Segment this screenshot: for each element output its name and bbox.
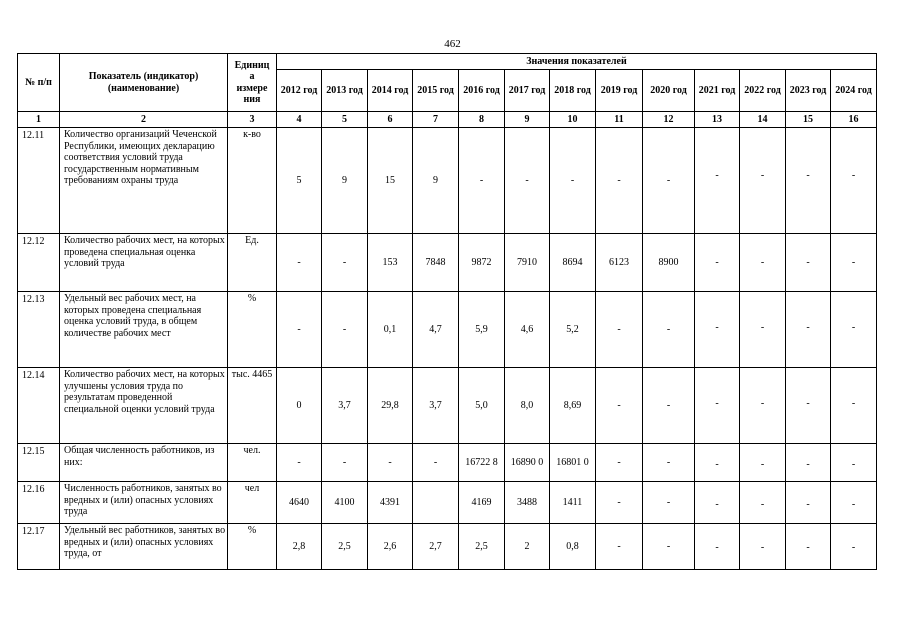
header-year: 2016 год [459,70,505,112]
value-cell [505,482,550,524]
value-cell [643,234,695,292]
row-unit: чел. [228,444,277,482]
column-number: 15 [786,112,831,128]
column-number: 14 [740,112,786,128]
value-text: 3,7 [429,399,442,411]
column-number: 9 [505,112,550,128]
value-cell [740,482,786,524]
value-cell [505,292,550,368]
value-text: 0,1 [383,323,397,335]
value-text: 5,2 [566,323,579,335]
value-cell [831,524,877,570]
value-cell [505,128,550,234]
header-year: 2020 год [643,70,695,112]
value-cell [322,482,368,524]
value-cell [596,482,643,524]
header-unit-line: ния [243,94,261,105]
value-cell [550,292,596,368]
table-row [18,444,877,482]
value-cell [277,482,322,524]
value-cell [596,234,643,292]
value-cell [505,444,550,482]
column-number: 13 [695,112,740,128]
value-text: 16722 8 [465,456,498,468]
header-year: 2019 год [596,70,643,112]
column-number-row [18,112,877,128]
value-text: 0,8 [566,540,579,552]
value-cell [740,234,786,292]
value-text: - [297,256,301,268]
value-cell [277,368,322,444]
value-text: - [388,456,392,468]
value-text: 8,69 [563,399,582,411]
value-cell [322,524,368,570]
column-number: 11 [596,112,643,128]
value-text: 5,9 [475,323,488,335]
column-number: 1 [18,112,60,128]
column-number: 16 [831,112,877,128]
row-indicator-name: Количество организаций Чеченской Республики, имеющих декларацию соответствия условий труда государственным нормативным требованиям охраны труда [60,128,228,234]
row-indicator-name: Численность работников, занятых во вредных и (или) опасных условиях труда [60,482,228,524]
value-text: - [806,459,810,470]
header-year: 2024 год [831,70,877,112]
value-text: 4,6 [520,323,534,335]
column-number: 4 [277,112,322,128]
table-row [18,234,877,292]
value-cell [322,292,368,368]
indicators-table [17,53,877,570]
value-text: 9 [433,174,438,186]
value-text: - [806,398,810,409]
value-text: 8,0 [520,399,534,411]
row-indicator-name: Количество рабочих мест, на которых проведена специальная оценка условий труда [60,234,228,292]
header-unit-line: Единиц [234,59,270,71]
value-text: 2,5 [338,540,351,552]
value-cell [643,292,695,368]
column-number: 3 [228,112,277,128]
value-cell [740,128,786,234]
value-text: - [666,323,671,335]
column-number: 7 [413,112,459,128]
value-text: 9872 [471,256,492,268]
value-cell [322,444,368,482]
row-indicator-name: Удельный вес рабочих мест, на которых проведена специальная оценка условий труда, в общем количестве рабочих мест [60,292,228,368]
row-id: 12.15 [18,444,60,482]
value-text: 3,7 [338,399,351,411]
row-id: 12.11 [18,128,60,234]
value-text: 4391 [380,496,400,508]
value-text: 153 [382,256,398,268]
header-unit-line: а [249,71,255,82]
value-text: 2,8 [292,540,306,552]
value-text: 8694 [562,256,583,268]
value-cell [368,368,413,444]
value-text: 4,7 [429,323,442,335]
value-text: 2,7 [429,540,442,552]
value-text: - [617,496,621,508]
row-indicator-name: Общая численность работников, из них: [60,444,228,482]
row-indicator-name: Удельный вес работников, занятых во вредных и (или) опасных условиях труда, от [60,524,228,570]
value-cell [550,368,596,444]
value-cell [322,128,368,234]
value-cell [831,128,877,234]
value-text: 4100 [334,496,355,508]
value-cell [695,524,740,570]
value-text: - [806,170,810,181]
row-unit: % [228,292,277,368]
value-text: 16801 0 [556,456,589,468]
value-text: - [342,456,347,468]
row-unit: % [228,524,277,570]
value-cell [459,128,505,234]
value-cell [695,128,740,234]
value-cell [596,292,643,368]
value-text: 5,0 [475,399,488,411]
header-no: № п/п [18,54,60,112]
row-id: 12.16 [18,482,60,524]
value-text: 2,5 [475,540,488,552]
value-text: - [666,540,671,552]
value-text: 1411 [562,496,583,508]
value-cell [459,482,505,524]
page-number: 462 [444,38,461,50]
column-number: 6 [368,112,413,128]
value-cell [695,444,740,482]
row-unit: тыс. 4465 [228,368,277,444]
value-text: - [760,257,765,268]
value-text: 4169 [471,496,492,508]
value-text: - [342,256,347,268]
table-row [18,292,877,368]
value-cell [786,368,831,444]
value-cell [550,234,596,292]
column-number: 12 [643,112,695,128]
value-text: - [760,499,765,510]
value-text: - [851,257,856,268]
value-cell [505,234,550,292]
column-number: 10 [550,112,596,128]
value-text: - [851,398,856,409]
value-cell [368,234,413,292]
table-body [18,128,877,570]
value-cell [413,482,459,524]
value-cell [368,482,413,524]
value-cell [550,128,596,234]
value-text: 4640 [289,496,309,508]
value-cell [786,292,831,368]
value-cell [596,368,643,444]
value-cell [786,524,831,570]
value-text: - [342,323,347,335]
row-unit: Ед. [228,234,277,292]
value-text: - [851,499,856,510]
value-cell [277,234,322,292]
header-year: 2018 год [550,70,596,112]
row-unit: к-во [228,128,277,234]
value-text: - [479,174,484,186]
value-text: - [715,398,719,409]
value-cell [550,444,596,482]
value-cell [786,444,831,482]
value-text: - [851,170,856,181]
header-year: 2013 год [322,70,368,112]
value-cell [740,444,786,482]
value-text: 29,8 [381,399,399,411]
value-text: - [760,322,765,333]
row-indicator-name: Количество рабочих мест, на которых улучшены условия труда по результатам проведенной специальной оценки условий труда [60,368,228,444]
row-unit: чел [228,482,277,524]
column-number: 8 [459,112,505,128]
row-id: 12.14 [18,368,60,444]
value-cell [459,368,505,444]
value-text: - [666,399,671,411]
value-cell [695,234,740,292]
row-id: 12.17 [18,524,60,570]
value-cell [695,292,740,368]
value-text: - [715,459,719,470]
value-text: - [715,257,719,268]
value-cell [695,368,740,444]
value-text: - [715,322,719,333]
header-unit [228,54,277,112]
table-row [18,128,877,234]
value-cell [413,368,459,444]
value-text: 0 [296,399,302,411]
value-cell [368,524,413,570]
header-unit-line: измере [236,82,268,94]
value-cell [740,524,786,570]
value-cell [413,444,459,482]
table-row [18,524,877,570]
value-cell [643,128,695,234]
value-text: - [806,257,810,268]
value-cell [505,524,550,570]
header-year: 2015 год [413,70,459,112]
value-text: 6123 [609,256,629,268]
row-id: 12.13 [18,292,60,368]
value-cell [413,128,459,234]
value-text: 2 [524,540,530,552]
value-text: - [851,322,856,333]
header-year: 2017 год [505,70,550,112]
table-row [18,482,877,524]
value-cell [643,524,695,570]
value-cell [786,234,831,292]
value-cell [368,292,413,368]
value-cell [277,128,322,234]
value-text: - [760,459,765,470]
column-number: 2 [60,112,228,128]
value-text: - [666,456,671,468]
value-cell [322,368,368,444]
value-cell [550,482,596,524]
value-cell [695,482,740,524]
value-cell [550,524,596,570]
value-cell [459,444,505,482]
value-cell [831,444,877,482]
value-cell [831,368,877,444]
value-cell [786,482,831,524]
value-text: - [760,398,765,409]
value-cell [277,444,322,482]
header-year: 2012 год [277,70,322,112]
value-cell [831,292,877,368]
value-cell [413,292,459,368]
value-cell [596,524,643,570]
value-text: - [851,542,856,553]
value-cell [277,524,322,570]
value-cell [643,444,695,482]
value-text: 16890 0 [510,456,544,468]
value-text: - [666,174,671,186]
value-text: - [715,499,719,510]
value-text: - [525,174,529,186]
value-text: - [433,456,438,468]
header-indicator: Показатель (индикатор) (наименование) [60,54,228,112]
column-number: 5 [322,112,368,128]
value-text: 3488 [517,496,537,508]
value-text: - [715,542,719,553]
value-text: - [570,174,575,186]
value-text: 8900 [658,256,679,268]
row-id: 12.12 [18,234,60,292]
value-text: 2,6 [383,540,397,552]
header-year: 2014 год [368,70,413,112]
value-text: 7848 [425,256,446,268]
value-cell [459,234,505,292]
header-year: 2021 год [695,70,740,112]
value-cell [831,482,877,524]
value-text: - [617,323,621,335]
value-cell [413,524,459,570]
value-cell [596,128,643,234]
value-text: 15 [385,174,395,186]
value-cell [740,368,786,444]
value-text: - [617,456,621,468]
value-text: - [617,399,621,411]
value-text: 7910 [517,256,537,268]
value-cell [459,292,505,368]
value-cell [643,482,695,524]
value-cell [831,234,877,292]
header-year: 2022 год [740,70,786,112]
value-text: 9 [342,174,347,186]
value-text: 5 [296,174,302,186]
value-cell [740,292,786,368]
value-cell [596,444,643,482]
value-text: - [617,174,621,186]
value-cell [413,234,459,292]
value-cell [786,128,831,234]
value-text: - [806,542,810,553]
value-text: - [806,499,810,510]
table-row [18,368,877,444]
value-cell [368,128,413,234]
value-cell [277,292,322,368]
value-text: - [760,170,765,181]
value-text: - [666,496,671,508]
value-text: - [297,456,301,468]
value-cell [368,444,413,482]
value-text: - [851,459,856,470]
header-values-group: Значения показателей [277,54,877,70]
value-text: - [806,322,810,333]
value-text: - [297,323,301,335]
value-cell [459,524,505,570]
value-cell [322,234,368,292]
value-text: - [715,170,719,181]
header-year: 2023 год [786,70,831,112]
value-cell [505,368,550,444]
value-text: - [617,540,621,552]
value-text: - [760,542,765,553]
value-cell [643,368,695,444]
